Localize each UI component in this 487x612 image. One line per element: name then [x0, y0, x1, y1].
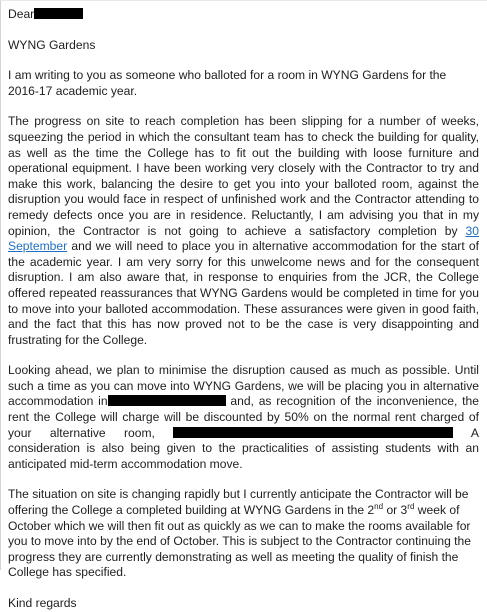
salutation-line	[8, 7, 479, 23]
paragraph-looking-ahead-text-3: A consideration is also being given to the practicalities of assisting students with an anticipated mid-term accommodation move.	[8, 425, 479, 471]
paragraph-situation-text-3: week of October which we will then fit out as quickly as we can to make the rooms available for you to move into by the end of October. This is subject to the Contractor continuing the progress they are currently demonstrating as well as meeting the quality of finish the College has specified.	[8, 503, 471, 580]
closing: Kind regards	[8, 596, 77, 610]
paragraph-situation-text-1: The situation on site is changing rapidly but I currently anticipate the Contractor will be offering the College a completed building at WYNG Gardens in the 2	[8, 487, 469, 518]
paragraph-progress	[8, 114, 479, 348]
redacted-room-details	[173, 427, 453, 438]
redacted-accommodation-location	[108, 395, 226, 406]
paragraph-progress-text-2: and we will need to place you in alternative accommodation for the start of the academic year. I am very sorry for this unwelcome news and for the consequent disruption. I am also aware that, in response to enquiries from the JCR, the College offered repeated reassurances that WYNG Gardens would be completed in time for you to move into your balloted accommodation. These assurances were given in good faith, and the fact that this has now proved not to be the case is very disappointing and frustrating for the College.	[8, 239, 479, 347]
redacted-recipient-name	[34, 8, 83, 19]
salutation: Dear	[8, 7, 35, 21]
paragraph-situation-text-2: or 3	[383, 503, 408, 518]
date-link-30-september[interactable]: 30 September	[8, 223, 479, 254]
subject-line: WYNG Gardens	[8, 37, 96, 52]
paragraph-looking-ahead-text-1: Looking ahead, we plan to minimise the disruption caused as much as possible. Until such a time as you can move into WYNG Gardens, we will be placing you in alternative accommodation in	[8, 363, 479, 409]
paragraph-progress-text-1: The progress on site to reach completion has been slipping for a number of weeks, squeezing the period in which the consultant team has to check the building for quality, as well as the time the College has to fit out the building with loose furniture and operational equipment. I have been working very closely with the Contractor to try and make this work, balancing the desire to get you into your balloted room, against the disruption you would face in respect of unfinished work and the Contractor attending to remedy defects once you are in residence. Reluctantly, I am advising you that in my opinion, the Contractor is not going to achieve a satisfactory completion by	[8, 114, 479, 238]
paragraph-looking-ahead-text-2: and, as recognition of the inconvenience, the rent the College will charge will be discounted by 50% on the normal rent charged of your alternative room,	[8, 394, 479, 440]
paragraph-looking-ahead	[8, 363, 479, 472]
ordinal-suffix-rd: rd	[407, 502, 415, 512]
ordinal-suffix-nd: nd	[374, 502, 384, 512]
paragraph-situation	[8, 487, 479, 581]
paragraph-intro: I am writing to you as someone who balloted for a room in WYNG Gardens for the 2016-17 academic year.	[8, 68, 447, 98]
